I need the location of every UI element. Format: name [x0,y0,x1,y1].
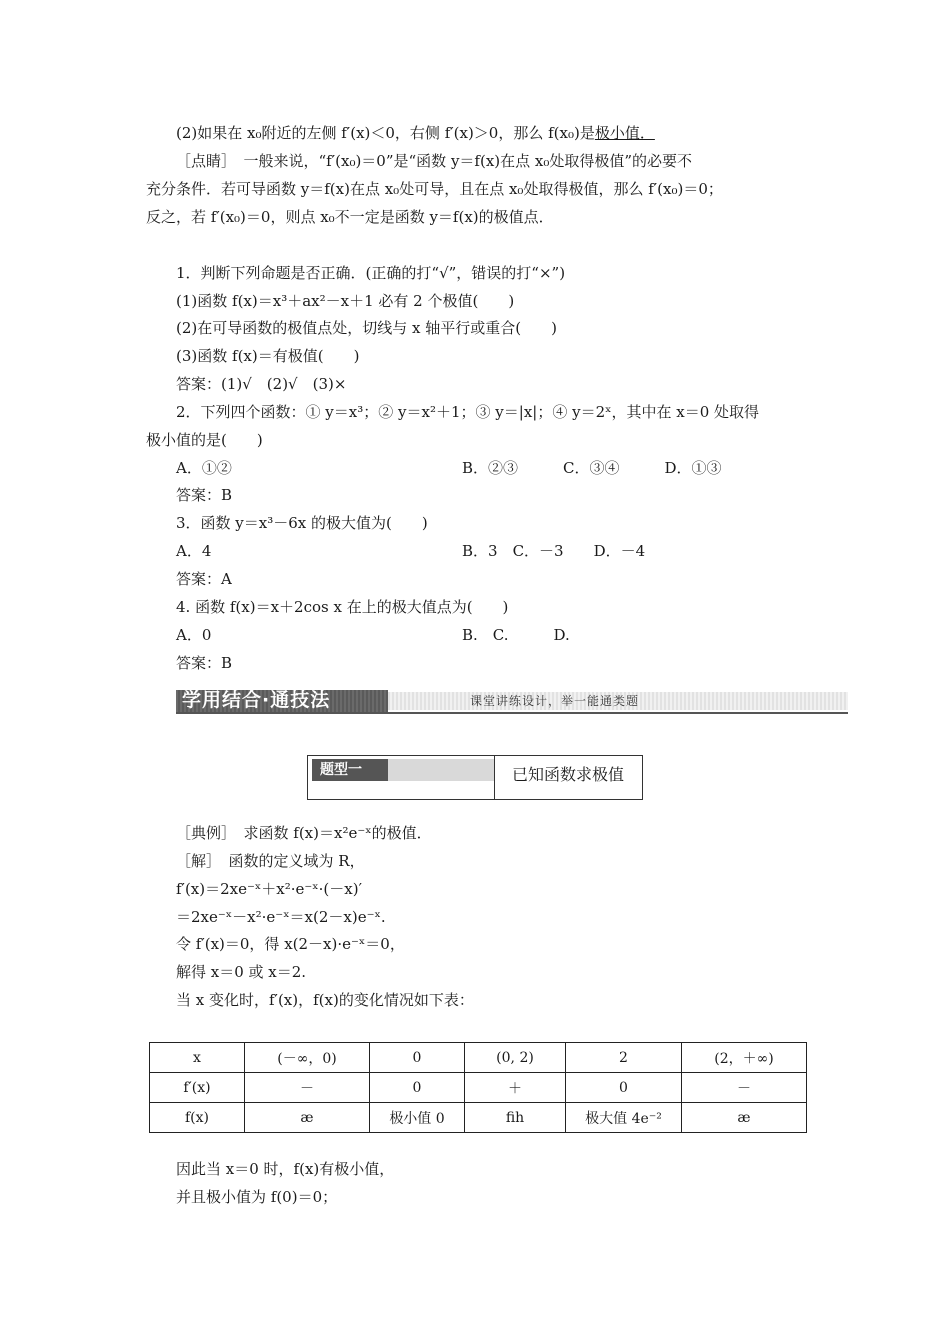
exercise-1-item-2: (2)在可导函数的极值点处，切线与 x 轴平行或重合( ) [176,319,557,337]
exercise-3-stem: 3．函数 y＝x³－6x 的极大值为( ) [176,514,428,532]
note-line-2: 充分条件．若可导函数 y＝f(x)在点 x₀处可导，且在点 x₀处取得极值，那么 f′(x₀)＝0； [146,180,723,198]
banner-title: 学用结合·通技法 [182,689,331,711]
exercise-4-option-a: A．0 [176,626,212,644]
topic-tag [312,759,494,781]
exercise-4-options-bcd: B. C. D. [462,626,570,644]
solution-line-5: 解得 x＝0 或 x＝2. [176,963,307,981]
topic-divider [494,756,495,799]
table-cell: 0 [370,1043,465,1073]
table-cell: æ [245,1103,370,1133]
solution-line-6: 当 x 变化时，f′(x)，f(x)的变化情况如下表： [176,991,474,1009]
table-cell: － [245,1073,370,1103]
exercise-2-stem: 2．下列四个函数：① y＝x³；② y＝x²＋1；③ y＝|x|；④ y＝2ˣ，其中在 x＝0 处取得 [176,403,760,421]
table-cell: ＋ [465,1073,566,1103]
solution-line-2: f′(x)＝2xe⁻ˣ＋x²·e⁻ˣ·(－x)′ [176,880,363,898]
table-cell: － [682,1073,807,1103]
table-row [150,1043,807,1073]
banner-subtitle: 课堂讲练设计，举一能通类题 [470,694,640,708]
exercise-1-answer: 答案：(1)√ (2)√ (3)× [176,375,347,393]
table-cell: ﬁh [465,1103,566,1133]
example-problem: ［典例］ 求函数 f(x)＝x²e⁻ˣ的极值． [176,824,432,842]
exercise-2-option-a: A．①② [176,459,232,477]
topic-box [307,755,643,800]
conclusion-line-2: 并且极小值为 f(0)＝0； [176,1188,338,1206]
intro-line-2-text: (2)如果在 x₀附近的左侧 f′(x)＜0，右侧 f′(x)＞0，那么 f(x₀)是 [176,124,595,142]
note-line-1: ［点睛］ 一般来说，“f′(x₀)＝0”是“函数 y＝f(x)在点 x₀处取得极值”的必要不 [176,152,693,170]
table-cell: 0 [370,1073,465,1103]
table-row [150,1073,807,1103]
exercise-3-options-bcd: B．3 C．－3 D．－4 [462,542,646,560]
exercise-1-stem: 1．判断下列命题是否正确．(正确的打“√”，错误的打“×”) [176,264,566,282]
table-row [150,1103,807,1133]
table-cell: æ [682,1103,807,1133]
table-cell: 2 [566,1043,682,1073]
exercise-4-answer: 答案：B [176,654,233,672]
solution-line-4: 令 f′(x)＝0，得 x(2－x)·e⁻ˣ＝0， [176,935,405,953]
table-cell: 0 [566,1073,682,1103]
solution-line-1: ［解］ 函数的定义域为 R， [176,852,365,870]
exercise-2-stem-cont: 极小值的是( ) [146,431,263,449]
banner-rule [176,712,848,714]
solution-line-3: ＝2xe⁻ˣ－x²·e⁻ˣ＝x(2－x)e⁻ˣ. [176,908,386,926]
exercise-2-options-bcd: B．②③ C．③④ D．①③ [462,459,722,477]
table-cell: (2，＋∞) [682,1043,807,1073]
intro-line-2-underlined: 极小值． [594,124,655,142]
note-line-3: 反之，若 f′(x₀)＝0，则点 x₀不一定是函数 y＝f(x)的极值点． [146,208,554,226]
table-cell: x [150,1043,245,1073]
table-cell: 极小值 0 [370,1103,465,1133]
exercise-1-item-1: (1)函数 f(x)＝x³＋ax²－x＋1 必有 2 个极值( ) [176,292,515,310]
exercise-1-item-3: (3)函数 f(x)＝有极值( ) [176,347,360,365]
topic-title: 已知函数求极值 [512,765,625,784]
table-cell: 极大值 4e⁻² [566,1103,682,1133]
exercise-3-option-a: A．4 [176,542,212,560]
intro-line-2 [176,123,655,143]
variation-table [149,1042,807,1133]
table-cell: (0, 2) [465,1043,566,1073]
table-cell: f(x) [150,1103,245,1133]
table-cell: f′(x) [150,1073,245,1103]
table-cell: (－∞，0) [245,1043,370,1073]
section-banner [176,688,848,714]
topic-tag-label: 题型一 [320,762,362,778]
exercise-3-answer: 答案：A [176,570,232,588]
conclusion-line-1: 因此当 x＝0 时，f(x)有极小值， [176,1160,395,1178]
exercise-4-stem: 4. 函数 f(x)＝x＋2cos x 在上的极大值点为( ) [176,598,509,616]
exercise-2-answer: 答案：B [176,486,233,504]
